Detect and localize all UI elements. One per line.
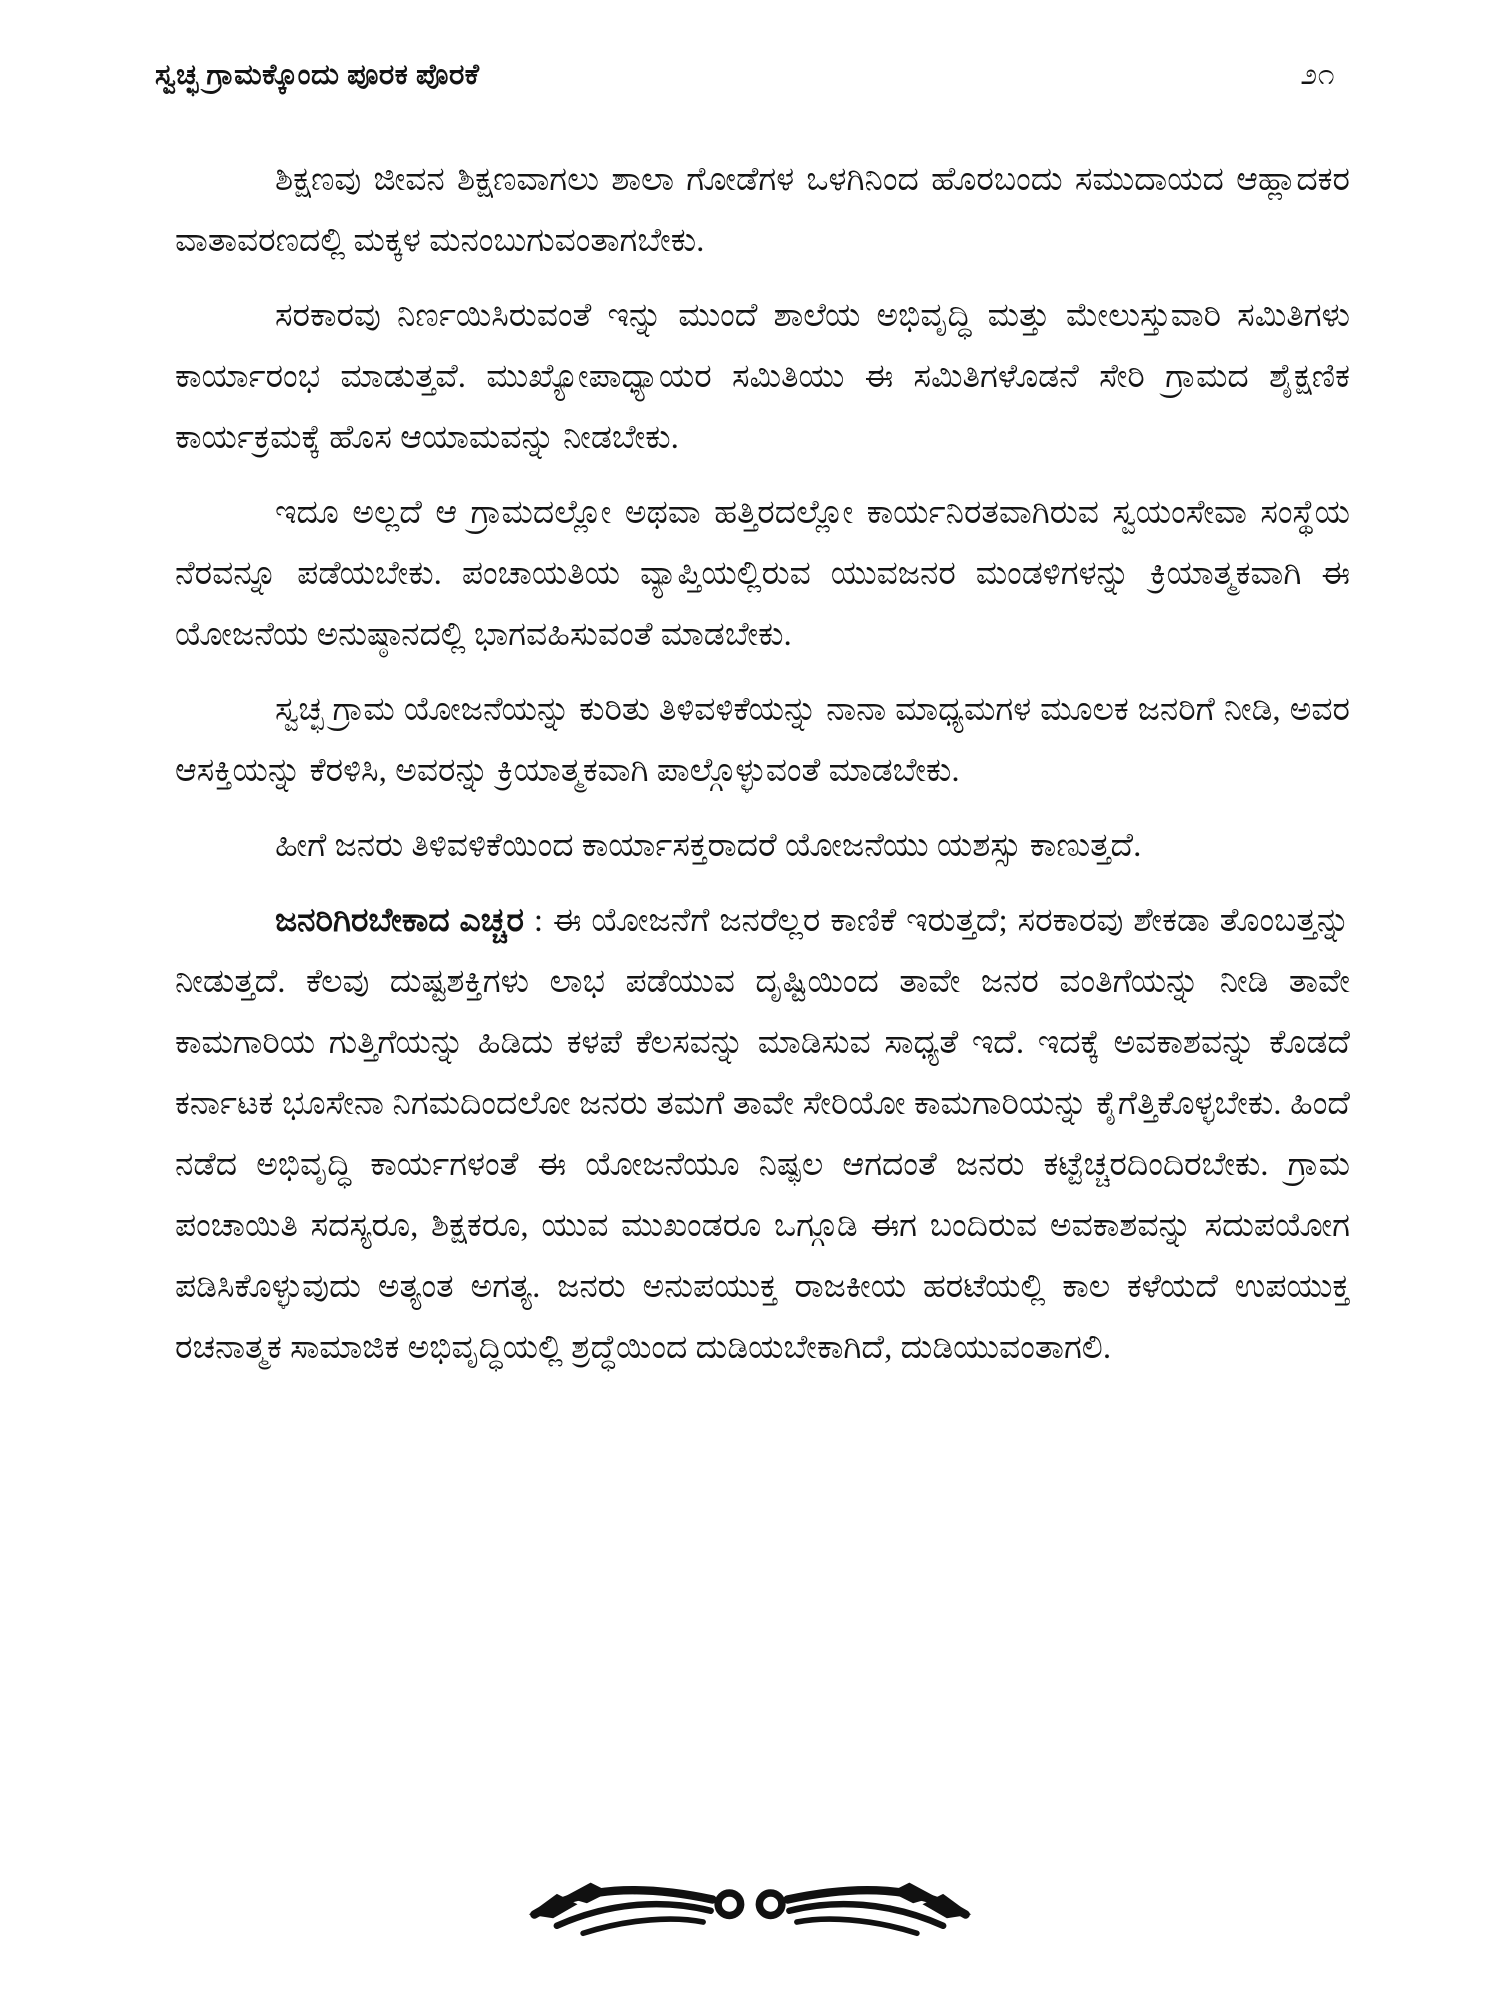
paragraph-3: ಇದೂ ಅಲ್ಲದೆ ಆ ಗ್ರಾಮದಲ್ಲೋ ಅಥವಾ ಹತ್ತಿರದಲ್ಲೋ ಕಾರ್ಯನಿರತವಾಗಿರುವ ಸ್ವಯಂಸೇವಾ ಸಂಸ್ಥೆಯ ನೆರವನ್ನೂ ಪಡೆಯಬೇಕು. ಪಂಚಾಯತಿಯ ವ್ಯಾಪ್ತಿಯಲ್ಲಿರುವ ಯುವಜನರ ಮಂಡಳಿಗಳನ್ನು ಕ್ರಿಯಾತ್ಮಕವಾಗಿ ಈ ಯೋಜನೆಯ ಅನುಷ್ಠಾನದಲ್ಲಿ ಭಾಗವಹಿಸುವಂತೆ ಮಾಡಬೇಕು.: [175, 495, 1350, 653]
caution-text: ಈ ಯೋಜನೆಗೆ ಜನರೆಲ್ಲರ ಕಾಣಿಕೆ ಇರುತ್ತದೆ; ಸರಕಾರವು ಶೇಕಡಾ ತೊಂಬತ್ತನ್ನು ನೀಡುತ್ತದೆ. ಕೆಲವು ದುಷ್ಟಶಕ್ತಿಗಳು ಲಾಭ ಪಡೆಯುವ ದೃಷ್ಟಿಯಿಂದ ತಾವೇ ಜನರ ವಂತಿಗೆಯನ್ನು ನೀಡಿ ತಾವೇ ಕಾಮಗಾರಿಯ ಗುತ್ತಿಗೆಯನ್ನು ಹಿಡಿದು ಕಳಪೆ ಕೆಲಸವನ್ನು ಮಾಡಿಸುವ ಸಾಧ್ಯತೆ ಇದೆ. ಇದಕ್ಕೆ ಅವಕಾಶವನ್ನು ಕೊಡದೆ ಕರ್ನಾಟಕ ಭೂಸೇನಾ ನಿಗಮದಿಂದಲೋ ಜನರು ತಮಗೆ ತಾವೇ ಸೇರಿಯೋ ಕಾಮಗಾರಿಯನ್ನು ಕೈಗೆತ್ತಿಕೊಳ್ಳಬೇಕು. ಹಿಂದೆ ನಡೆದ ಅಭಿವೃದ್ಧಿ ಕಾರ್ಯಗಳಂತೆ ಈ ಯೋಜನೆಯೂ ನಿಷ್ಫಲ ಆಗದಂತೆ ಜನರು ಕಟ್ಟೆಚ್ಚರದಿಂದಿರಬೇಕು. ಗ್ರಾಮ ಪಂಚಾಯಿತಿ ಸದಸ್ಯರೂ, ಶಿಕ್ಷಕರೂ, ಯುವ ಮುಖಂಡರೂ ಒಗ್ಗೂಡಿ ಈಗ ಬಂದಿರುವ ಅವಕಾಶವನ್ನು ಸದುಪಯೋಗ ಪಡಿಸಿಕೊಳ್ಳುವುದು ಅತ್ಯಂತ ಅಗತ್ಯ. ಜನರು ಅನುಪಯುಕ್ತ ರಾಜಕೀಯ ಹರಟೆಯಲ್ಲಿ ಕಾಲ ಕಳೆಯದೆ ಉಪಯುಕ್ತ ರಚನಾತ್ಮಕ ಸಾಮಾಜಿಕ ಅಭಿವೃದ್ಧಿಯಲ್ಲಿ ಶ್ರದ್ಧೆಯಿಂದ ದುಡಿಯಬೇಕಾಗಿದೆ, ದುಡಿಯುವಂತಾಗಲಿ.: [175, 903, 1350, 1366]
running-title: ಸ್ವಚ್ಛ ಗ್ರಾಮಕ್ಕೊಂದು ಪೂರಕ ಪೊರಕೆ: [155, 59, 480, 91]
paragraph-1: ಶಿಕ್ಷಣವು ಜೀವನ ಶಿಕ್ಷಣವಾಗಲು ಶಾಲಾ ಗೋಡೆಗಳ ಒಳಗಿನಿಂದ ಹೊರಬಂದು ಸಮುದಾಯದ ಆಹ್ಲಾದಕರ ವಾತಾವರಣದಲ್ಲಿ ಮಕ್ಕಳ ಮನಂಬುಗುವಂತಾಗಬೇಕು.: [175, 162, 1350, 259]
decorative-flourish-icon: [525, 1872, 975, 1942]
inline-heading: ಜನರಿಗಿರಬೇಕಾದ ಎಚ್ಚರ: [275, 903, 524, 939]
paragraph-4: ಸ್ವಚ್ಛ ಗ್ರಾಮ ಯೋಜನೆಯನ್ನು ಕುರಿತು ತಿಳಿವಳಿಕೆಯನ್ನು ನಾನಾ ಮಾಧ್ಯಮಗಳ ಮೂಲಕ ಜನರಿಗೆ ನೀಡಿ, ಅವರ ಆಸಕ್ತಿಯನ್ನು ಕೆರಳಿಸಿ, ಅವರನ್ನು ಕ್ರಿಯಾತ್ಮಕವಾಗಿ ಪಾಲ್ಗೊಳ್ಳುವಂತೆ ಮಾಡಬೇಕು.: [175, 692, 1350, 789]
paragraph-2: ಸರಕಾರವು ನಿರ್ಣಯಿಸಿರುವಂತೆ ಇನ್ನು ಮುಂದೆ ಶಾಲೆಯ ಅಭಿವೃದ್ಧಿ ಮತ್ತು ಮೇಲುಸ್ತುವಾರಿ ಸಮಿತಿಗಳು ಕಾರ್ಯಾರಂಭ ಮಾಡುತ್ತವೆ. ಮುಖ್ಯೋಪಾಧ್ಯಾಯರ ಸಮಿತಿಯು ಈ ಸಮಿತಿಗಳೊಡನೆ ಸೇರಿ ಗ್ರಾಮದ ಶೈಕ್ಷಣಿಕ ಕಾರ್ಯಕ್ರಮಕ್ಕೆ ಹೊಸ ಆಯಾಮವನ್ನು ನೀಡಬೇಕು.: [175, 298, 1350, 456]
heading-separator: :: [523, 903, 553, 939]
paragraph-5: ಹೀಗೆ ಜನರು ತಿಳಿವಳಿಕೆಯಿಂದ ಕಾರ್ಯಾಸಕ್ತರಾದರೆ ಯೋಜನೆಯು ಯಶಸ್ಸು ಕಾಣುತ್ತದೆ.: [275, 828, 1142, 864]
page-header: [155, 58, 1335, 92]
paragraph-caution: [175, 891, 1350, 1379]
body-text: [175, 150, 1350, 1393]
page-number: ೨೧: [1300, 58, 1335, 91]
